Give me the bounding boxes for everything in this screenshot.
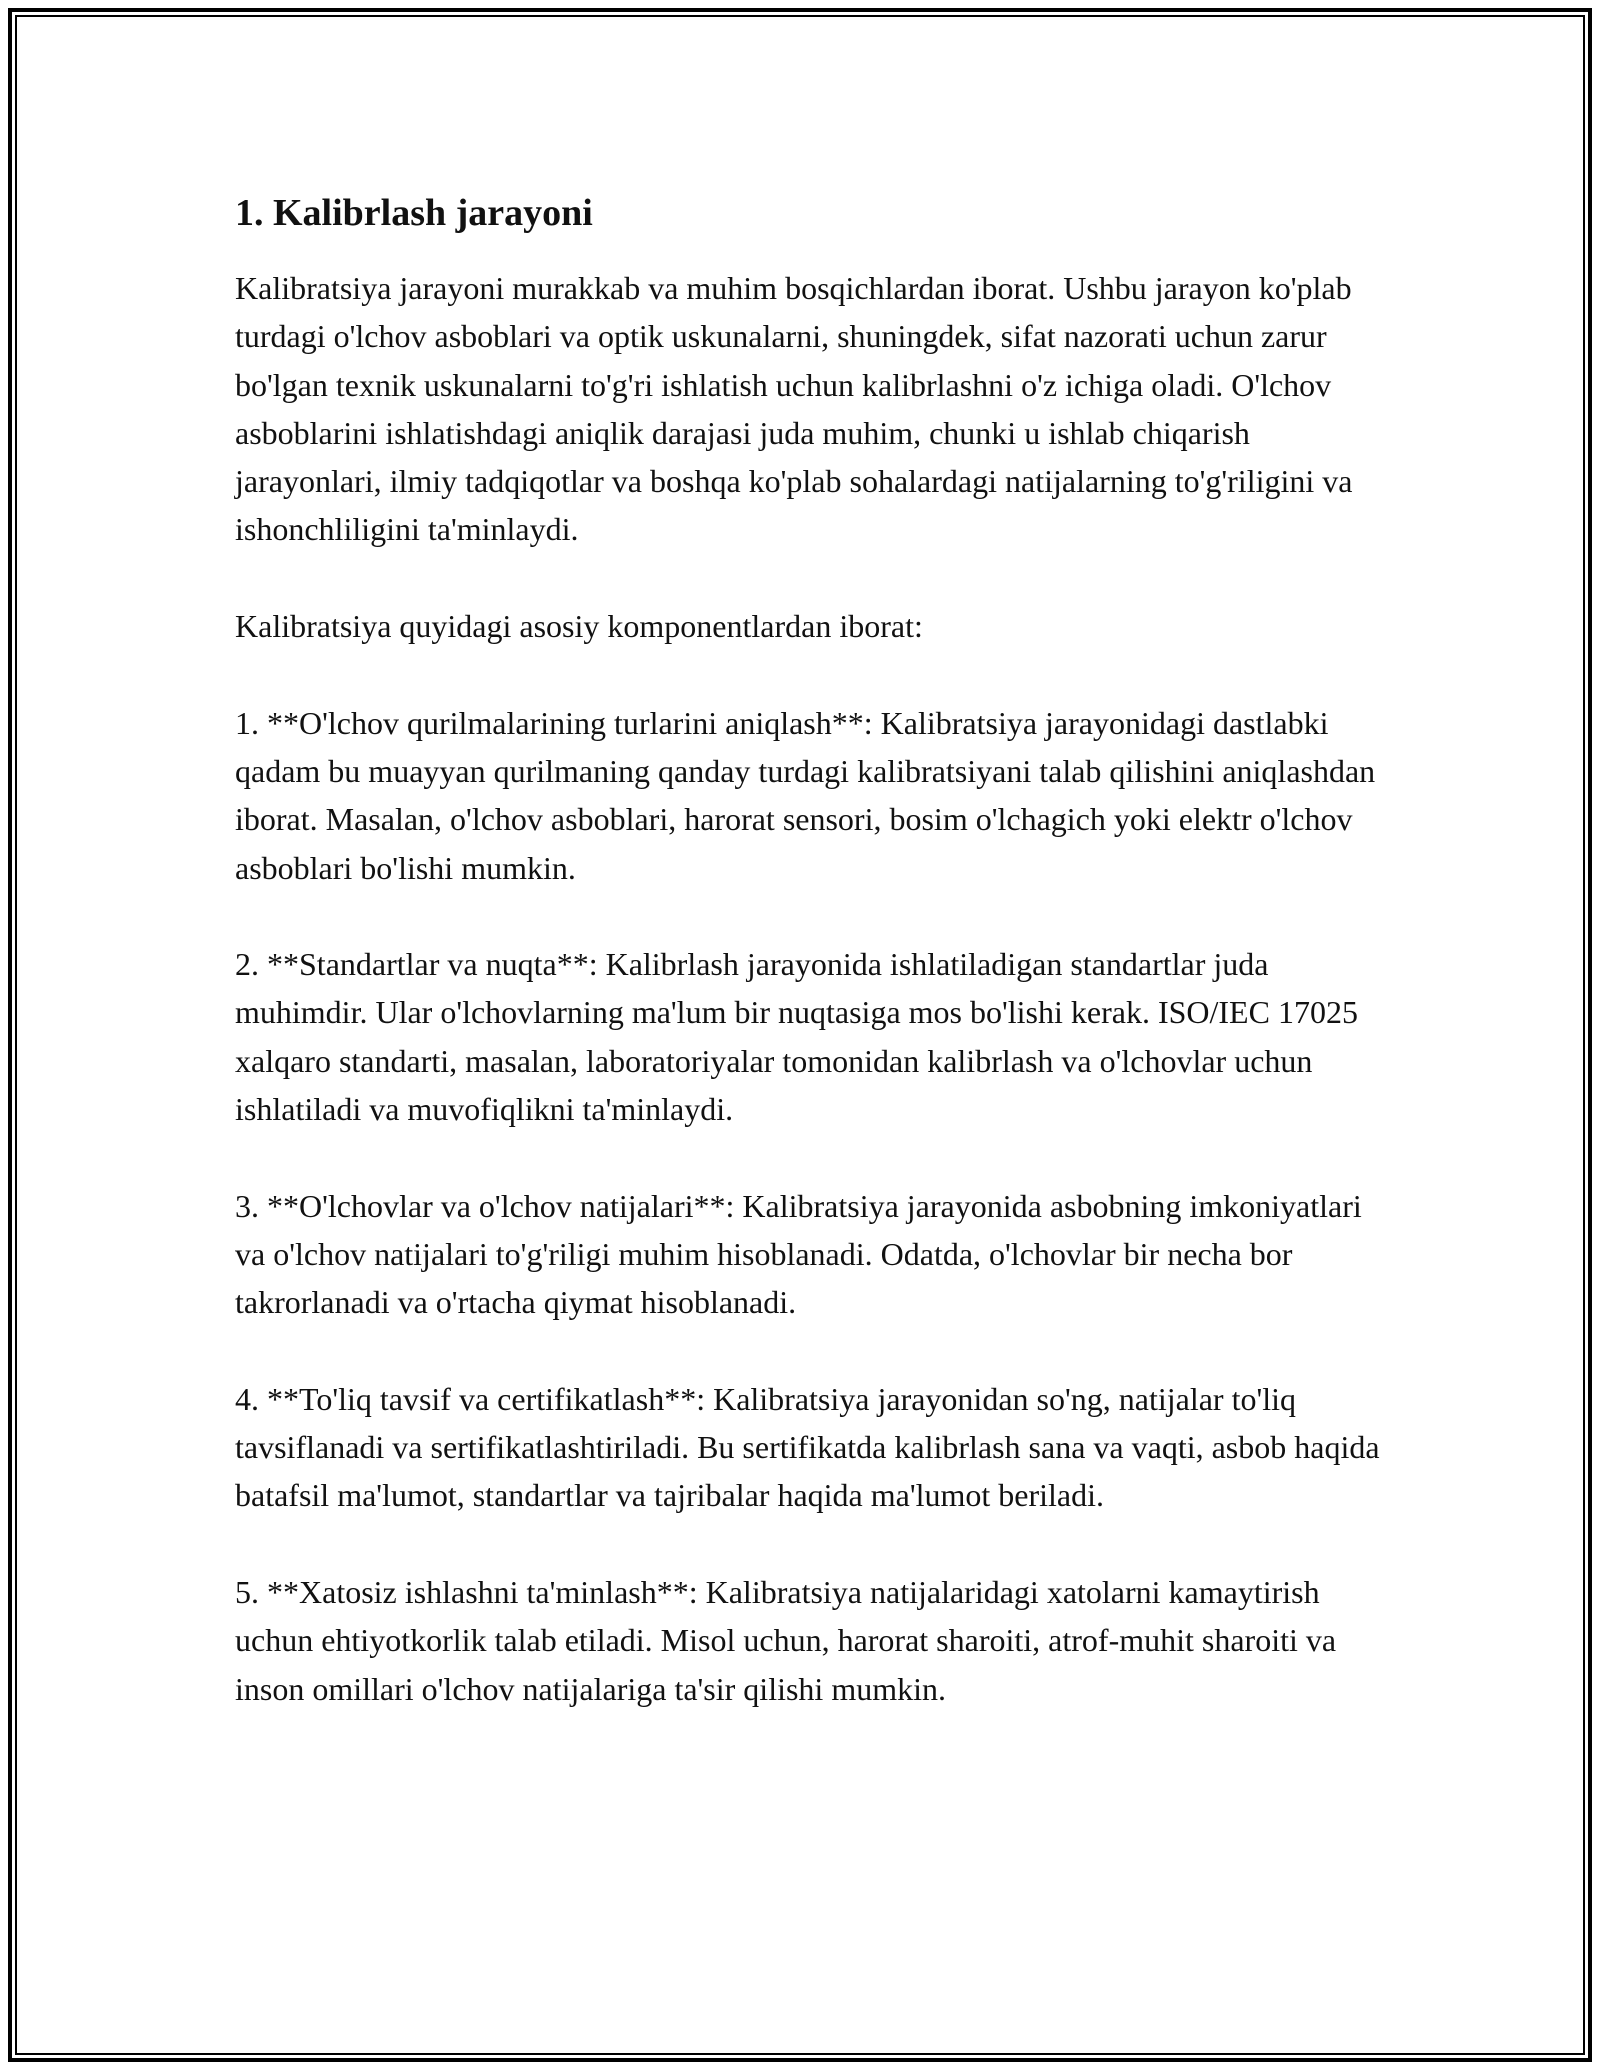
intro-paragraph: Kalibratsiya jarayoni murakkab va muhim bosqichlardan iborat. Ushbu jarayon ko'plab turdagi o'lchov asboblari va optik uskunalarni, shuningdek, sifat nazorati uchun zarur bo'lgan texnik uskunalarni to'g'ri ishlatish uchun kalibrlashni o'z ichiga oladi. O'lchov asboblarini ishlatishdagi aniqlik darajasi juda muhim, chunki u ishlab chiqarish jarayonlari, ilmiy tadqiqotlar va boshqa ko'plab sohalardagi natijalarning to'g'riligini va ishonchliligini ta'minlaydi.	[235, 270, 1353, 548]
list-item-3: 3. **O'lchovlar va o'lchov natijalari**: Kalibratsiya jarayonida asbobning imkoniyatlari va o'lchov natijalari to'g'riligi muhim hisoblanadi. Odatda, o'lchovlar bir necha bor takrorlanadi va o'rtacha qiymat hisoblanadi.	[235, 1187, 1362, 1321]
components-intro: Kalibratsiya quyidagi asosiy komponentlardan iborat:	[235, 608, 923, 645]
list-item-4: 4. **To'liq tavsif va certifikatlash**: Kalibratsiya jarayonidan so'ng, natijalar to'liq tavsiflanadi va sertifikatlashtiriladi. Bu sertifikatda kalibrlash sana va vaqti, asbob haqida batafsil ma'lumot, standartlar va tajribalar haqida ma'lumot beriladi.	[235, 1380, 1380, 1514]
section-heading: 1. Kalibrlash jarayoni	[235, 192, 593, 234]
list-item-2: 2. **Standartlar va nuqta**: Kalibrlash jarayonida ishlatiladigan standartlar juda muhimdir. Ular o'lchovlarning ma'lum bir nuqtasiga mos bo'lishi kerak. ISO/IEC 17025 xalqaro standarti, masalan, laboratoriyalar tomonidan kalibrlash va o'lchovlar uchun ishlatiladi va muvofiqlikni ta'minlaydi.	[235, 946, 1358, 1128]
list-item-1: 1. **O'lchov qurilmalarining turlarini aniqlash**: Kalibratsiya jarayonidagi dastlabki qadam bu muayyan qurilmaning qanday turdagi kalibratsiyani talab qilishini aniqlashdan iborat. Masalan, o'lchov asboblari, harorat sensori, bosim o'lchagich yoki elektr o'lchov asboblari bo'lishi mumkin.	[235, 704, 1376, 886]
list-item-5: 5. **Xatosiz ishlashni ta'minlash**: Kalibratsiya natijalaridagi xatolarni kamaytirish uchun ehtiyotkorlik talab etiladi. Misol uchun, harorat sharoiti, atrof-muhit sharoiti va inson omillari o'lchov natijalariga ta'sir qilishi mumkin.	[235, 1574, 1337, 1707]
document-body	[235, 188, 1385, 1761]
